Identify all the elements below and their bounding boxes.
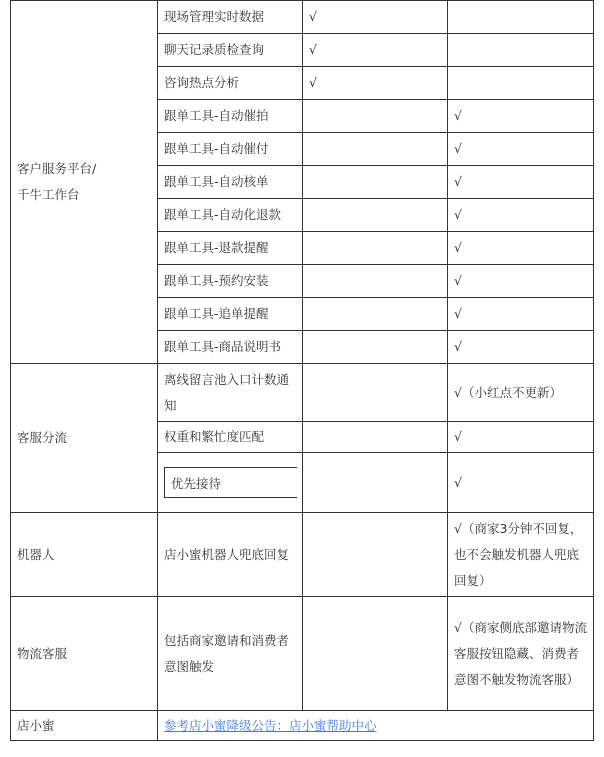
check-cell [303, 422, 448, 453]
feature-table [10, 0, 594, 741]
feature-cell: 店小蜜机器人兜底回复 [158, 513, 303, 597]
check-cell: √ [303, 1, 448, 34]
category-cell-dxm: 店小蜜 [11, 711, 158, 741]
check-cell: √ [448, 331, 594, 364]
table-row [11, 711, 594, 741]
category-cell-robot: 机器人 [11, 513, 158, 597]
feature-cell: 咨询热点分析 [158, 67, 303, 100]
check-cell: √ [448, 100, 594, 133]
check-cell: √ [303, 67, 448, 100]
check-cell [448, 1, 594, 34]
feature-cell: 包括商家邀请和消费者意图触发 [158, 597, 303, 711]
feature-cell: 权重和繁忙度匹配 [158, 422, 303, 453]
check-cell: √ [448, 422, 594, 453]
check-cell [303, 100, 448, 133]
feature-cell: 跟单工具-自动催付 [158, 133, 303, 166]
feature-cell: 跟单工具-自动核单 [158, 166, 303, 199]
help-center-link[interactable]: 参考店小蜜降级公告：店小蜜帮助中心 [164, 717, 377, 733]
check-cell: √ [448, 232, 594, 265]
check-cell [303, 597, 448, 711]
check-cell [303, 232, 448, 265]
check-cell [303, 364, 448, 422]
check-cell [303, 331, 448, 364]
link-cell [158, 711, 594, 741]
feature-cell: 跟单工具-追单提醒 [158, 298, 303, 331]
category-label: 客户服务平台/ [17, 161, 97, 176]
check-cell [303, 298, 448, 331]
feature-cell: 离线留言池入口计数通知 [158, 364, 303, 422]
check-cell: √ [448, 453, 594, 513]
check-cell [303, 453, 448, 513]
check-cell [303, 133, 448, 166]
category-cell-routing: 客服分流 [11, 364, 158, 513]
nested-cell-box: 优先接待 [164, 467, 297, 498]
check-cell: √ [448, 166, 594, 199]
check-cell [303, 265, 448, 298]
check-cell: √（小红点不更新） [448, 364, 594, 422]
feature-cell: 聊天记录质检查询 [158, 34, 303, 67]
feature-cell: 跟单工具-自动化退款 [158, 199, 303, 232]
category-label: 千牛工作台 [17, 187, 80, 202]
check-cell: √ [448, 133, 594, 166]
category-cell-cs [11, 1, 158, 364]
check-cell [448, 67, 594, 100]
check-cell: √ [448, 265, 594, 298]
check-cell [448, 34, 594, 67]
feature-cell [158, 453, 303, 513]
table-row [11, 364, 594, 422]
check-cell: √ [303, 34, 448, 67]
table-row [11, 1, 594, 34]
feature-cell: 现场管理实时数据 [158, 1, 303, 34]
table-row [11, 597, 594, 711]
feature-cell: 跟单工具-退款提醒 [158, 232, 303, 265]
category-cell-logistics: 物流客服 [11, 597, 158, 711]
check-cell: √ [448, 199, 594, 232]
check-cell: √（商家3分钟不回复，也不会触发机器人兜底回复） [448, 513, 594, 597]
check-cell: √ [448, 298, 594, 331]
check-cell [303, 199, 448, 232]
feature-cell: 跟单工具-自动催拍 [158, 100, 303, 133]
check-cell [303, 513, 448, 597]
feature-cell: 跟单工具-商品说明书 [158, 331, 303, 364]
table-row [11, 513, 594, 597]
check-cell [303, 166, 448, 199]
feature-cell: 跟单工具-预约安装 [158, 265, 303, 298]
check-cell: √（商家侧底部邀请物流客服按钮隐藏、消费者意图不触发物流客服） [448, 597, 594, 711]
